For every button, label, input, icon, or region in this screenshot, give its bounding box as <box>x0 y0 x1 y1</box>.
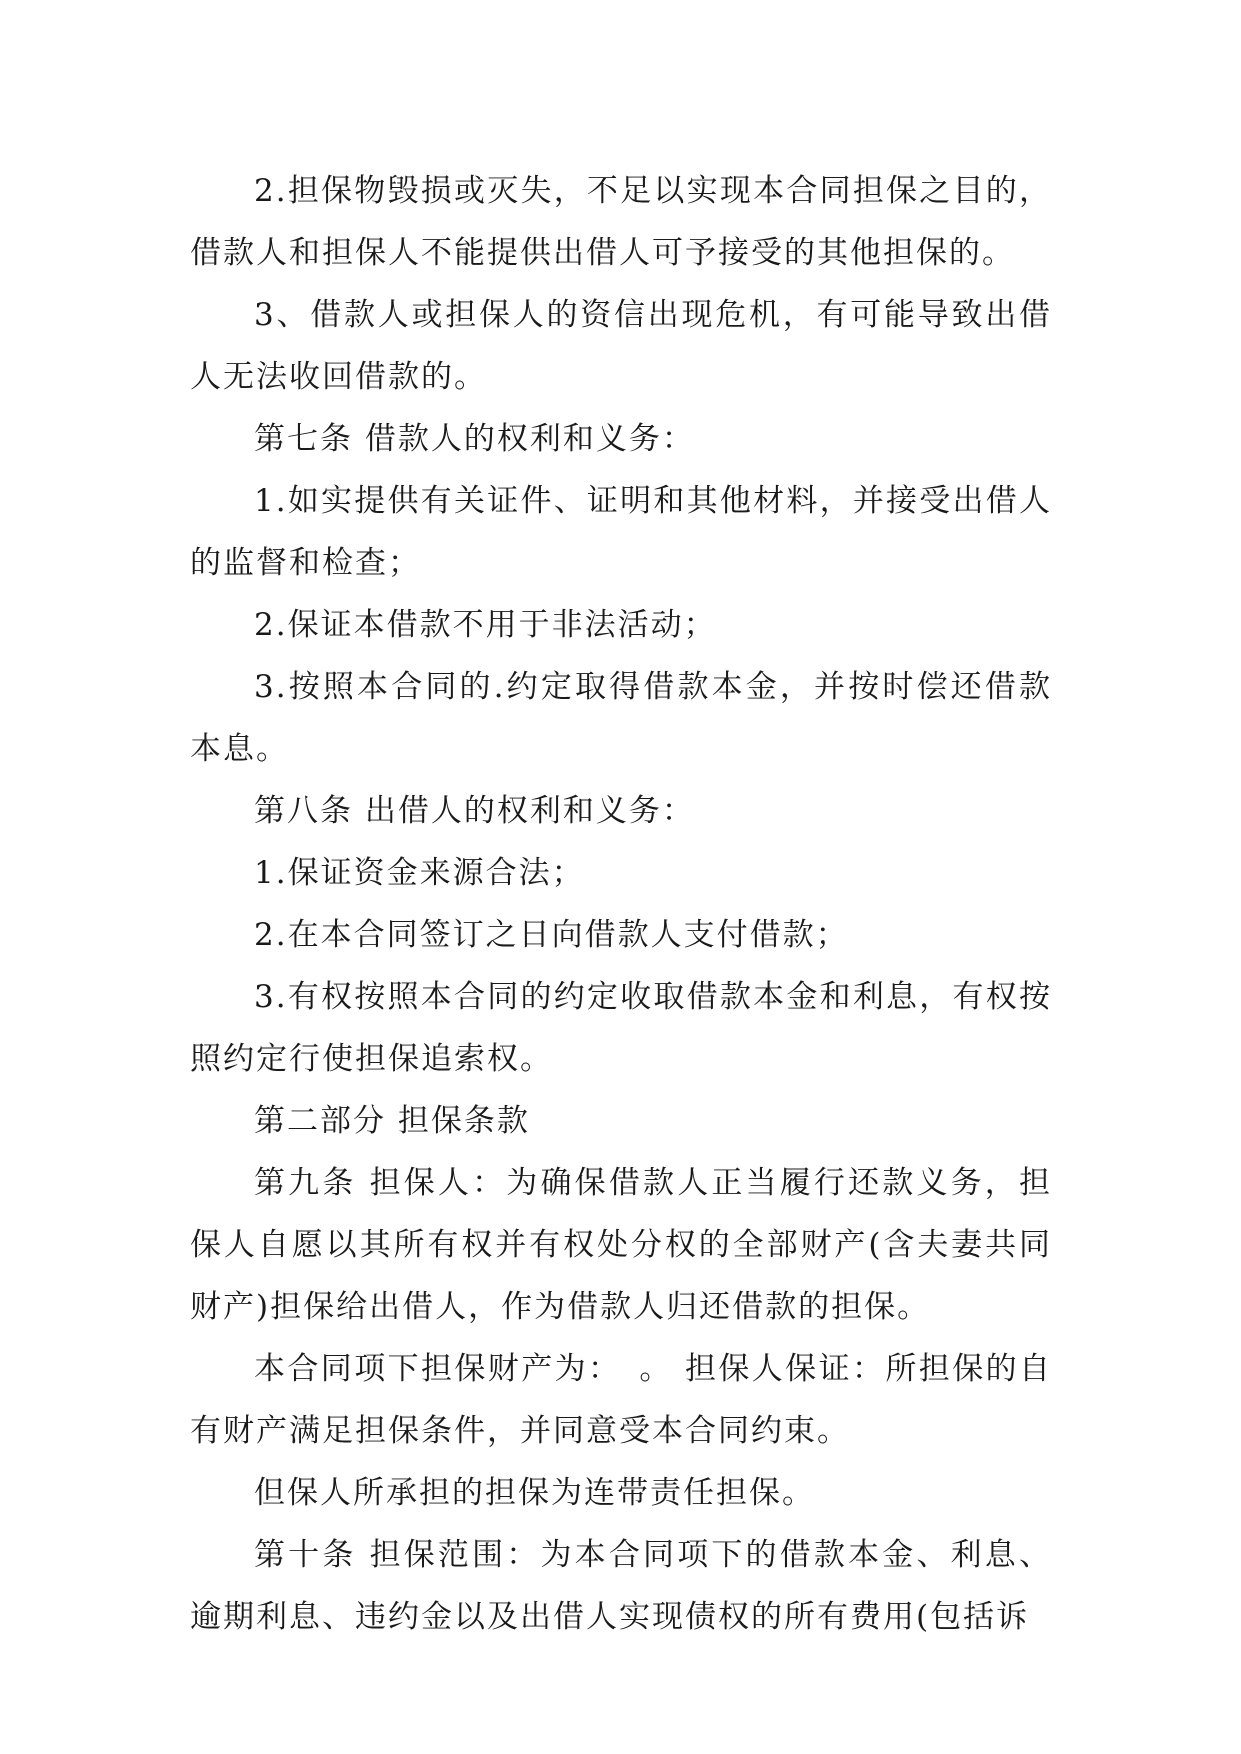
paragraph-article8-item2: 2.在本合同签订之日向借款人支付借款； <box>254 917 849 953</box>
heading-part2: 第二部分 担保条款 <box>254 1103 530 1139</box>
paragraph-article6-item3: 3、借款人或担保人的资信出现危机，有可能导致出借人无法收回借款的。 <box>190 297 1052 395</box>
paragraph-article10: 第十条 担保范围：为本合同项下的借款本金、利息、逾期利息、违约金以及出借人实现债权的所有费用(包括诉 <box>190 1537 1052 1635</box>
heading-article8: 第八条 出借人的权利和义务： <box>254 793 695 829</box>
paragraph-article8-item3: 3.有权按照本合同的约定收取借款本金和利息，有权按照约定行使担保追索权。 <box>190 979 1052 1077</box>
paragraph-article7-item3: 3.按照本合同的.约定取得借款本金，并按时偿还借款本息。 <box>190 669 1052 767</box>
paragraph-article7-item1: 1.如实提供有关证件、证明和其他材料，并接受出借人的监督和检查； <box>190 483 1052 581</box>
paragraph-article9: 第九条 担保人：为确保借款人正当履行还款义务，担保人自愿以其所有权并有权处分权的全部财产(含夫妻共同财产)担保给出借人，作为借款人归还借款的担保。 <box>190 1165 1052 1325</box>
heading-article7: 第七条 借款人的权利和义务： <box>254 421 695 457</box>
paragraph-article6-item2: 2.担保物毁损或灭失，不足以实现本合同担保之目的，借款人和担保人不能提供出借人可予接受的其他担保的。 <box>190 173 1052 271</box>
paragraph-joint-liability: 但保人所承担的担保为连带责任担保。 <box>254 1475 815 1511</box>
paragraph-article7-item2: 2.保证本借款不用于非法活动； <box>254 607 717 643</box>
paragraph-guaranteed-property: 本合同项下担保财产为： 。 担保人保证：所担保的自有财产满足担保条件，并同意受本合同约束。 <box>190 1351 1052 1449</box>
paragraph-article8-item1: 1.保证资金来源合法； <box>254 855 585 891</box>
document-page <box>190 160 1052 1648</box>
